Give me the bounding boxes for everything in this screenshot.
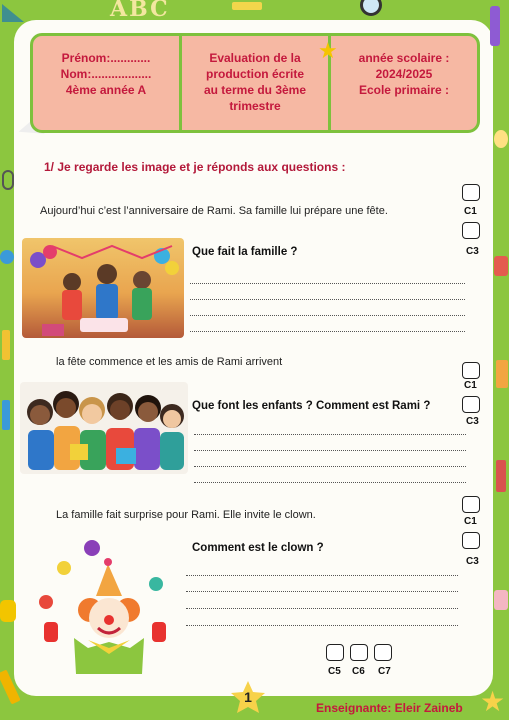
part3-label-c1: C1	[464, 516, 477, 527]
backpack-icon	[0, 600, 16, 622]
star-icon: ★	[318, 38, 338, 63]
abc-letters-decoration: ABC	[110, 0, 170, 22]
brush-icon	[2, 400, 10, 430]
part3-checkbox-c1[interactable]	[462, 496, 480, 513]
part3-answer-line-3[interactable]	[186, 608, 458, 609]
first-name-field[interactable]: Prénom:............	[61, 51, 151, 65]
eraser-icon	[494, 590, 508, 610]
globe-icon	[0, 250, 14, 264]
part3-label-c3: C3	[466, 556, 479, 567]
part1-checkbox-c1[interactable]	[462, 184, 480, 201]
crayon-icon	[490, 6, 500, 46]
criteria-checkbox-c6[interactable]	[350, 644, 368, 661]
part1-label-c1: C1	[464, 206, 477, 217]
triangle-ruler-icon	[2, 4, 24, 22]
clown-image	[30, 536, 170, 676]
part2-checkbox-c3[interactable]	[462, 396, 480, 413]
part1-question: Que fait la famille ?	[192, 246, 298, 258]
lightbulb-icon	[494, 130, 508, 148]
header-title	[179, 36, 328, 130]
calculator-icon	[494, 256, 508, 276]
page-number: 1	[244, 689, 252, 705]
part2-checkbox-c1[interactable]	[462, 362, 480, 379]
title-line-3: au terme du 3ème trimestre	[203, 83, 307, 113]
part3-answer-line-4[interactable]	[186, 625, 458, 626]
part1-checkbox-c3[interactable]	[462, 222, 480, 239]
ruler-side-icon	[496, 360, 508, 388]
part2-sentence: la fête commence et les amis de Rami arrivent	[56, 356, 283, 368]
criteria-checkbox-c5[interactable]	[326, 644, 344, 661]
part1-sentence: Aujourd’hui c’est l’anniversaire de Rami. Sa famille lui prépare une fête.	[40, 205, 388, 217]
part3-sentence: La famille fait surprise pour Rami. Elle invite le clown.	[56, 509, 316, 521]
criteria-label-c7: C7	[378, 666, 391, 677]
marker-icon	[496, 460, 506, 492]
part1-answer-line-2[interactable]	[190, 299, 465, 300]
school-name-field[interactable]: Ecole primaire :	[358, 83, 450, 97]
part3-answer-line-1[interactable]	[186, 575, 458, 576]
criteria-label-c6: C6	[352, 666, 365, 677]
part1-answer-line-4[interactable]	[190, 331, 465, 332]
part2-answer-line-3[interactable]	[194, 466, 466, 467]
pencil-icon	[2, 330, 10, 360]
part1-label-c3: C3	[466, 246, 479, 257]
class-label: 4ème année A	[65, 83, 147, 97]
header-student-info	[33, 36, 179, 130]
part3-checkbox-c3[interactable]	[462, 532, 480, 549]
title-line-1: Evaluation de la	[209, 51, 301, 65]
school-year-value: 2024/2025	[375, 67, 433, 81]
header-box	[30, 33, 480, 133]
title-line-2: production écrite	[205, 67, 304, 81]
part3-answer-line-2[interactable]	[186, 591, 458, 592]
birthday-family-image	[22, 238, 184, 338]
criteria-label-c5: C5	[328, 666, 341, 677]
last-name-field[interactable]: Nom:..................	[60, 67, 152, 81]
part2-question: Que font les enfants ? Comment est Rami ?	[192, 400, 431, 412]
teacher-name: Enseignante: Eleir Zaineb	[316, 701, 463, 715]
part2-answer-line-2[interactable]	[194, 450, 466, 451]
part1-answer-line-3[interactable]	[190, 315, 465, 316]
part2-answer-line-4[interactable]	[194, 482, 466, 483]
children-friends-image	[20, 382, 188, 474]
school-year-label: année scolaire :	[358, 51, 450, 65]
star-footer-icon: ★	[480, 686, 506, 717]
ruler-decoration	[232, 2, 262, 10]
part3-question: Comment est le clown ?	[192, 542, 324, 554]
magnifier-icon	[360, 0, 382, 16]
scissors-icon	[2, 170, 14, 190]
criteria-checkbox-c7[interactable]	[374, 644, 392, 661]
part1-answer-line-1[interactable]	[190, 283, 465, 284]
header-school-info	[328, 36, 477, 130]
page-number-star	[230, 680, 266, 714]
part2-label-c3: C3	[466, 416, 479, 427]
section-title: 1/ Je regarde les image et je réponds aux questions :	[44, 160, 346, 174]
part2-label-c1: C1	[464, 380, 477, 391]
part2-answer-line-1[interactable]	[194, 434, 466, 435]
